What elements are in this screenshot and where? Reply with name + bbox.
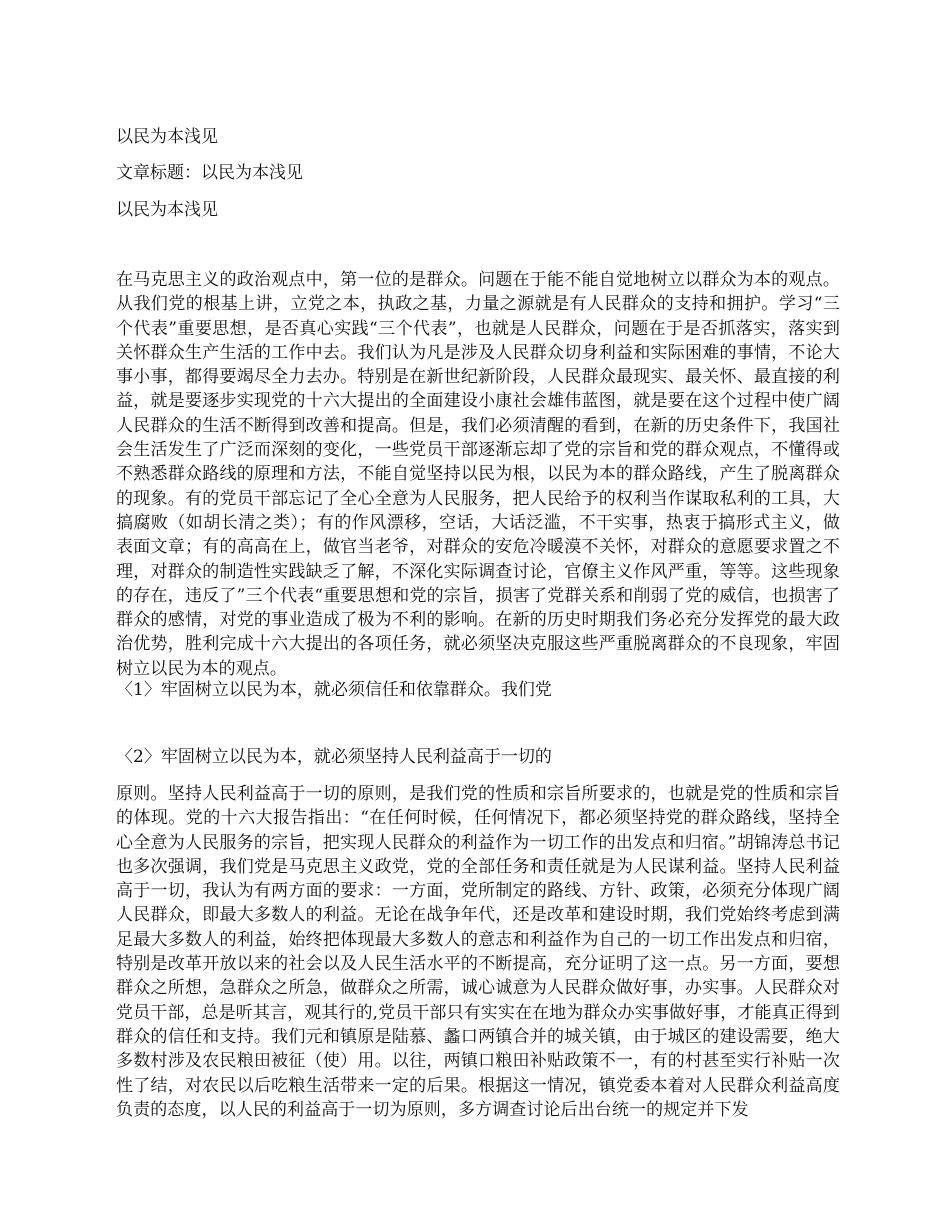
body-paragraph-1: 在马克思主义的政治观点中，第一位的是群众。问题在于能不能自觉地树立以群众为本的观点。从我们党的根基上讲，立党之本，执政之基，力量之源就是有人民群众的支持和拥护。学习“三个代表”重要思想，是否真心实践“三个代表”，也就是人民群众，问题在于是否抓落实，落实到关怀群众生产生活的工作中去。我们认为凡是涉及人民群众切身利益和实际困难的事情，不论大事小事，都得要竭尽全力去办。特别是在新世纪新阶段，人民群众最现实、最关怀、最直接的利益，就是要逐步实现党的十六大提出的全面建设小康社会雄伟蓝图，就是要在这个过程中使广阔人民群众的生活不断得到改善和提高。但是，我们必须清醒的看到，在新的历史条件下，我国社会生活发生了广泛而深刻的变化，一些党员干部逐渐忘却了党的宗旨和党的群众观点，不懂得或不熟悉群众路线的原理和方法，不能自觉坚持以民为根，以民为本的群众路线，产生了脱离群众的现象。有的党员干部忘记了全心全意为人民服务，把人民给予的权利当作谋取私利的工具，大搞腐败（如胡长清之类）；有的作风漂移，空话，大话泛滥，不干实事，热衷于搞形式主义，做表面文章；有的高高在上，做官当老爷，对群众的安危冷暖漠不关怀，对群众的意愿要求置之不理，对群众的制造性实践缺乏了解，不深化实际调查讨论，官僚主义作风严重，等等。这些现象的存在，违反了”三个代表“重要思想和党的宗旨，损害了党群关系和削弱了党的威信，也损害了群众的感情，对党的事业造成了极为不利的影响。在新的历史时期我们务必充分发挥党的最大政治优势，胜利完成十六大提出的各项任务，就必须坚决克服这些严重脱离群众的不良现象，牢固树立以民为本的观点。 bbox=[116, 270, 840, 679]
section-heading-2: 〈2〉牢固树立以民为本，就必须坚持人民利益高于一切的 bbox=[116, 747, 552, 767]
document-title: 以民为本浅见 bbox=[116, 127, 218, 147]
section-heading-1: 〈1〉牢固树立以民为本，就必须信任和依靠群众。我们党 bbox=[116, 680, 552, 700]
body-paragraph-2: 原则。坚持人民利益高于一切的原则，是我们党的性质和宗旨所要求的，也就是党的性质和宗旨的体现。党的十六大报告指出：“在任何时候，任何情况下，都必须坚持党的群众路线，坚持全心全意为人民服务的宗旨，把实现人民群众的利益作为一切工作的出发点和归宿。”胡锦涛总书记也多次强调，我们党是马克思主义政党，党的全部任务和责任就是为人民谋利益。坚持人民利益高于一切，我认为有两方面的要求：一方面，党所制定的路线、方针、政策，必须充分体现广阔人民群众，即最大多数人的利益。无论在战争年代，还是改革和建设时期，我们党始终考虑到满足最大多数人的利益，始终把体现最大多数人的意志和利益作为自己的一切工作出发点和归宿，特别是改革开放以来的社会以及人民生活水平的不断提高，充分证明了这一点。另一方面，要想群众之所想，急群众之所急，做群众之所需，诚心诚意为人民群众做好事，办实事。人民群众对党员干部，总是听其言，观其行的,党员干部只有实实在在地为群众办实事做好事，才能真正得到群众的信任和支持。我们元和镇原是陆慕、蠡口两镇合并的城关镇，由于城区的建设需要，绝大多数村涉及农民粮田被征（使）用。以往，两镇口粮田补贴政策不一，有的村甚至实行补贴一次性了结，对农民以后吃粮生活带来一定的后果。根据这一情况，镇党委本着对人民群众利益高度负责的态度，以人民的利益高于一切为原则，多方调查讨论后出台统一的规定并下发 bbox=[116, 784, 840, 1120]
article-heading: 以民为本浅见 bbox=[116, 200, 218, 220]
article-title-label: 文章标题：以民为本浅见 bbox=[116, 163, 303, 183]
